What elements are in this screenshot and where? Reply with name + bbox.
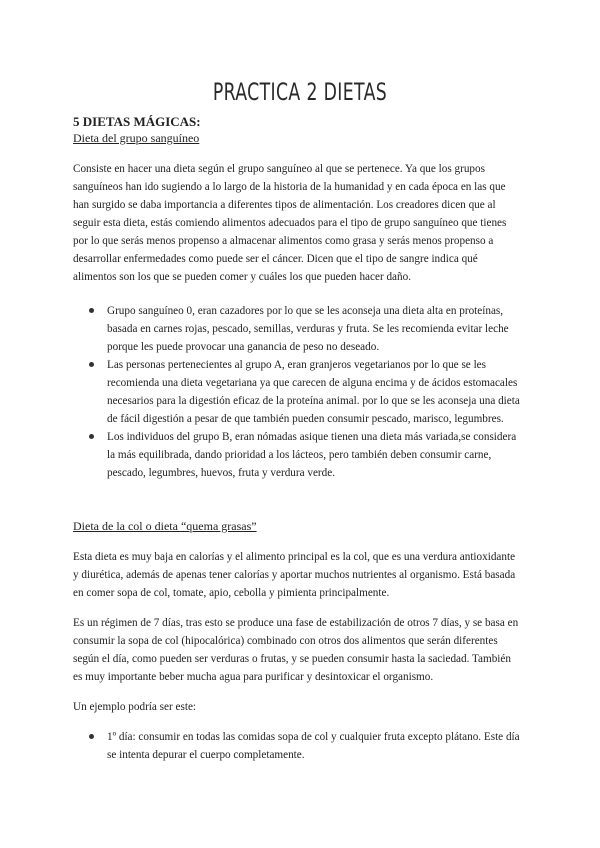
list-item [73,728,523,764]
list-item [73,356,523,428]
document-title: PRACTICA 2 DIETAS [212,78,388,106]
list-item [73,428,523,482]
bullet-dot-icon [89,734,94,739]
diet2-heading: Dieta de la col o dieta “quema grasas” [73,519,257,533]
diet2-paragraph-1: Esta dieta es muy baja en calorías y el alimento principal es la col, que es una verdura antioxidante y diurética, además de apenas tener calorías y aportar muchos nutrientes al organismo. Está basada en comer sopa de col, tomate, apio, cebolla y pimienta principalmente. [73,551,516,599]
diet1-intro-paragraph: Consiste en hacer una dieta según el grupo sanguíneo al que se pertenece. Ya que los grupos sanguíneos han ido sugiendo a lo largo de la historia de la humanidad y en cada época en las que han surgido se daba importancia a diferentes tipos de alimentación. Los creadores dicen que al seguir esta dieta, estás comiendo alimentos adecuados para el tipo de grupo sanguíneo que tienes por lo que serás menos propenso a almacenar alimentos como grasa y serás menos propenso a desarrollar enfermedades como puede ser el cáncer. Dicen que el tipo de sangre indica qué alimentos son los que se pueden comer y cuáles los que pueden hacer daño. [73,163,507,283]
section-heading: 5 DIETAS MÁGICAS: [73,114,201,129]
list-item-text: Las personas pertenecientes al grupo A, eran granjeros vegetarianos por lo que se les recomienda una dieta vegetariana ya que carecen de alguna encima y de ácidos estomacales necesarios para la digestión eficaz de la proteína animal. por lo que se les aconseja una dieta de fácil digestión a pesar de que también pueden consumir pescado, marisco, legumbres. [107,359,520,425]
diet2-example-intro: Un ejemplo podría ser este: [73,701,197,713]
document-body [73,114,523,764]
bullet-dot-icon [89,308,94,313]
list-item-text: Grupo sanguíneo 0, eran cazadores por lo que se les aconseja una dieta alta en proteínas, basada en carnes rojas, pescado, semillas, verduras y fruta. Se les recomienda evitar leche porque les puede provocar una ganancia de peso no deseado. [107,305,509,353]
diet1-heading: Dieta del grupo sanguíneo [73,131,200,145]
bullet-dot-icon [89,434,94,439]
list-item [73,302,523,356]
list-item-text: Los individuos del grupo B, eran nómadas asique tienen una dieta más variada,se considera la más equilibrada, dando prioridad a los lácteos, pero también deben consumir carne, pescado, legumbres, huevos, fruta y verdura verde. [107,431,517,479]
list-item-text: 1º día: consumir en todas las comidas sopa de col y cualquier fruta excepto plátano. Este día se intenta depurar el cuerpo completamente. [107,731,520,761]
bullet-dot-icon [89,362,94,367]
diet2-bullet-list [73,728,523,764]
diet1-bullet-list [73,302,523,482]
diet2-paragraph-2: Es un régimen de 7 días, tras esto se produce una fase de estabilización de otros 7 días, y se basa en consumir la sopa de col (hipocalórica) combinado con otros dos alimentos que serán diferentes según el día, como pueden ser verduras o frutas, y se pueden consumir hasta la saciedad. También es muy importante beber mucha agua para purificar y desintoxicar el organismo. [73,617,519,683]
